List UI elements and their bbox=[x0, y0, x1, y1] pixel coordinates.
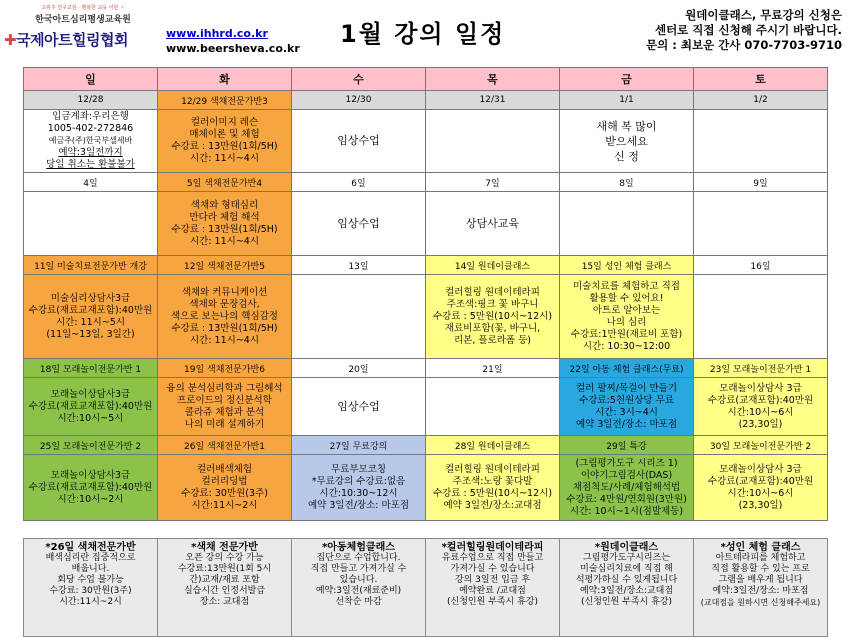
day-header: 일 bbox=[24, 68, 158, 91]
note-line: 배웁니다. bbox=[71, 564, 110, 574]
date-cell: 11일 미술치료전문가반 개강 bbox=[24, 256, 158, 275]
date-cell: 21일 bbox=[426, 359, 560, 378]
date-cell: 20일 bbox=[292, 359, 426, 378]
date-cell: 19일 색채전문가반6 bbox=[158, 359, 292, 378]
event-cell bbox=[560, 192, 694, 256]
content-row bbox=[24, 275, 828, 359]
note-line: 그램을 배우게 됩니다 bbox=[718, 575, 803, 585]
day-header: 화 bbox=[158, 68, 292, 91]
event-line: 융의 분석심리학과 그림해석 bbox=[166, 382, 283, 394]
note-line: 그림평가도구시리즈는 bbox=[583, 553, 670, 563]
event-line: 매체이론 및 체험 bbox=[189, 129, 260, 140]
date-cell: 29일 특강 bbox=[560, 436, 694, 455]
event-line: 시간: 10:30~12:00 bbox=[582, 340, 671, 352]
logo-mark-icon: ✚ bbox=[4, 31, 17, 49]
date-cell: 7일 bbox=[426, 173, 560, 192]
note-line: 장소: 교대점 bbox=[199, 597, 250, 607]
note-line: 배색심리란 집중적으로 bbox=[45, 553, 136, 563]
content-row bbox=[24, 192, 828, 256]
event-cell bbox=[426, 378, 560, 436]
note-line: 실습시간 인정서발급 bbox=[183, 586, 266, 596]
note-line: 회당 수업 불가능 bbox=[57, 575, 124, 585]
event-cell bbox=[694, 275, 828, 359]
logo-subtitle: 한국아트심리평생교육원 bbox=[35, 15, 131, 25]
note-cell bbox=[694, 539, 828, 637]
event-line: 컬러이미지 레슨 bbox=[190, 117, 259, 128]
event-line: 컬러힐링 원데이테라피 bbox=[445, 463, 540, 475]
date-row bbox=[24, 256, 828, 275]
event-line: (23,30일) bbox=[738, 499, 783, 511]
note-line: 가져가실 수 있습니다 bbox=[450, 564, 535, 574]
event-cell bbox=[24, 110, 158, 173]
event-cell bbox=[158, 378, 292, 436]
event-line: 주조색:핑크 꽃 바구니 bbox=[446, 298, 539, 310]
note-line: 아트테라피를 체험하고 bbox=[715, 553, 806, 563]
date-cell: 12/29 색채전문가반3 bbox=[158, 91, 292, 110]
note-line: 석평가하실 수 있게됩니다 bbox=[575, 575, 678, 585]
event-cell bbox=[292, 192, 426, 256]
date-cell: 12/28 bbox=[24, 91, 158, 110]
note-line: (교대점을 원하시면 신청해주세요) bbox=[700, 598, 821, 607]
event-cell bbox=[292, 110, 426, 173]
event-cell bbox=[292, 378, 426, 436]
event-line: 1005-402-272846 bbox=[47, 123, 134, 134]
note-line: 있습니다. bbox=[339, 575, 378, 585]
note-line: 강의 3일전 입금 후 bbox=[454, 575, 531, 585]
note-title: *26일 색채전문가반 bbox=[45, 542, 136, 553]
date-cell: 1/1 bbox=[560, 91, 694, 110]
note-line: 유료수업으로 직접 만들고 bbox=[441, 553, 544, 563]
event-line: 재료비포함(꽃, 바구니, bbox=[444, 322, 541, 334]
event-line: 아트로 알아보는 bbox=[592, 304, 661, 316]
event-line: 리본, 플로라폼 등) bbox=[453, 334, 531, 346]
note-line: 직접 활용할 수 있는 프로 bbox=[711, 564, 810, 574]
event-line: 임상수업 bbox=[337, 216, 380, 230]
event-line: 수강료 : 5만원(10시~12시) bbox=[432, 487, 553, 499]
event-line: 시간:11시~2시 bbox=[191, 499, 258, 511]
note-line: 수강료:13만원(1회 5시 bbox=[177, 564, 272, 574]
event-line: 프로이드의 정신분석학 bbox=[177, 394, 272, 406]
event-cell bbox=[292, 455, 426, 521]
day-header-row bbox=[24, 68, 828, 91]
event-line: 예약 3일전/장소: 마포점 bbox=[307, 499, 410, 511]
note-line: 선착순 마감 bbox=[335, 597, 382, 607]
event-line: 수강료(교재포함):40만원 bbox=[707, 394, 814, 406]
notice-line-1: 원데이클래스, 무료강의 신청은 bbox=[685, 8, 842, 22]
event-cell bbox=[24, 275, 158, 359]
event-cell bbox=[560, 110, 694, 173]
website-link-2[interactable]: www.beersheva.co.kr bbox=[166, 42, 300, 55]
event-line: 임상수업 bbox=[337, 399, 380, 413]
event-cell bbox=[426, 275, 560, 359]
event-cell bbox=[24, 455, 158, 521]
event-line: 이야기그림검사(DAS) bbox=[580, 469, 673, 481]
date-row bbox=[24, 91, 828, 110]
event-line: 수강료(재료교재포함):40만원 bbox=[28, 400, 153, 412]
date-cell: 26일 색채전문가반1 bbox=[158, 436, 292, 455]
event-line: 시간:10시~2시 bbox=[57, 493, 124, 505]
event-line: 모래놀이상담사3급 bbox=[50, 388, 131, 400]
event-line: 무료부모코칭 bbox=[330, 463, 387, 475]
event-cell bbox=[24, 192, 158, 256]
event-cell bbox=[426, 455, 560, 521]
event-line: (그림평가도구 시리즈 1) bbox=[575, 457, 678, 469]
note-line: 예약:3일전/장소: 마포점 bbox=[712, 586, 809, 596]
event-line: 나의 심리 bbox=[606, 316, 647, 328]
note-line: 간)교재/재료 포함 bbox=[189, 575, 260, 585]
event-line: 미술치료를 체험하고 직접 bbox=[573, 280, 680, 292]
event-cell bbox=[560, 455, 694, 521]
date-cell: 6일 bbox=[292, 173, 426, 192]
event-line: 채점척도/사례/체험해석법 bbox=[572, 481, 681, 493]
event-line: (11일~13일, 3일간) bbox=[46, 328, 135, 340]
note-cell bbox=[158, 539, 292, 637]
day-header: 수 bbox=[292, 68, 426, 91]
date-row bbox=[24, 173, 828, 192]
event-line: 받으세요 bbox=[605, 134, 648, 148]
note-line: 미술심리치료에 직접 해 bbox=[580, 564, 673, 574]
date-cell: 8일 bbox=[560, 173, 694, 192]
event-line: 만다라 체험 해석 bbox=[189, 211, 260, 223]
note-line: 직접 만들고 가져가실 수 bbox=[310, 564, 407, 574]
header bbox=[0, 0, 850, 62]
event-line: 예약 3일전/장소: 마포점 bbox=[575, 418, 678, 430]
logo-main bbox=[4, 29, 162, 50]
logo bbox=[4, 4, 162, 56]
event-line: 예약:3일전까지 bbox=[58, 147, 123, 158]
event-line: 수강료:1만원(재료비 포함) bbox=[570, 328, 683, 340]
event-line: 수강료(재료교재포함):40만원 bbox=[28, 481, 153, 493]
event-cell bbox=[694, 192, 828, 256]
event-cell bbox=[158, 275, 292, 359]
note-line: (신청인원 부족시 휴강) bbox=[581, 597, 672, 607]
notice-line-2: 센터로 직접 신청해 주시기 바랍니다. bbox=[654, 23, 842, 37]
event-line: 모래놀이상담사3급 bbox=[50, 469, 131, 481]
website-links bbox=[166, 26, 300, 56]
date-cell: 1/2 bbox=[694, 91, 828, 110]
event-line: 예금주(주)한국부셀세바 bbox=[48, 136, 133, 145]
event-line: 콜라쥬 체험과 분석 bbox=[184, 406, 265, 418]
schedule-table bbox=[23, 67, 828, 521]
date-cell: 18일 모래놀이전문가반 1 bbox=[24, 359, 158, 378]
event-line: 임상수업 bbox=[337, 134, 380, 147]
date-cell: 27일 무료강의 bbox=[292, 436, 426, 455]
note-line: 집단으로 수업합니다. bbox=[316, 553, 401, 563]
event-cell bbox=[694, 110, 828, 173]
event-line: 수강료 : 13만원(1회/5H) bbox=[171, 223, 278, 235]
event-cell bbox=[158, 455, 292, 521]
event-line: 시간:10시~5시 bbox=[57, 412, 124, 424]
event-line: 색채와 형태심리 bbox=[190, 199, 259, 211]
date-cell: 12일 색채전문가반5 bbox=[158, 256, 292, 275]
event-line: 당일 취소는 환불불가 bbox=[46, 159, 135, 170]
date-cell: 4일 bbox=[24, 173, 158, 192]
event-line: 색채와 커뮤니케이션 bbox=[181, 286, 268, 298]
event-cell bbox=[24, 378, 158, 436]
event-line: 신 정 bbox=[614, 149, 639, 163]
event-line: 나의 미래 설계하기 bbox=[184, 418, 265, 430]
event-line: 모래놀이상담사 3급 bbox=[719, 463, 802, 475]
note-title: *원데이클래스 bbox=[594, 542, 659, 553]
date-cell: 12/30 bbox=[292, 91, 426, 110]
date-cell: 25일 모래놀이전문가반 2 bbox=[24, 436, 158, 455]
event-line: 새해 복 많이 bbox=[596, 119, 657, 133]
notice bbox=[646, 8, 842, 53]
event-line: 수강료: 30만원(3주) bbox=[181, 487, 268, 499]
date-cell: 14일 원데이클래스 bbox=[426, 256, 560, 275]
event-line: 시간:10:30~12시 bbox=[319, 487, 398, 499]
note-cell bbox=[560, 539, 694, 637]
event-line: 수강료(재료교재포함):40만원 bbox=[28, 304, 153, 316]
note-cell bbox=[24, 539, 158, 637]
event-line: 수강료 : 5만원(10시~12시) bbox=[432, 310, 553, 322]
note-line: 시간:11시~2시 bbox=[59, 597, 122, 607]
date-cell: 28일 원데이클래스 bbox=[426, 436, 560, 455]
event-cell bbox=[426, 110, 560, 173]
date-cell: 12/31 bbox=[426, 91, 560, 110]
date-cell: 9일 bbox=[694, 173, 828, 192]
event-line: 색채와 문장검사, bbox=[189, 298, 260, 310]
note-title: *아동체험클래스 bbox=[322, 542, 395, 553]
event-line: 시간: 3시~4시 bbox=[595, 406, 658, 418]
event-cell bbox=[694, 455, 828, 521]
content-row bbox=[24, 455, 828, 521]
note-title: *색채 전문가반 bbox=[191, 542, 258, 553]
note-cell bbox=[292, 539, 426, 637]
date-row bbox=[24, 436, 828, 455]
note-line: 수강료: 30만원(3주) bbox=[49, 586, 132, 596]
logo-tagline: 고위주 연구교원 · 행복한 교육 이한 ㅅ bbox=[41, 5, 125, 11]
event-line: 수강료:5천원상당 무료 bbox=[579, 394, 674, 406]
event-line: 색으로 보는나의 핵심감정 bbox=[171, 310, 278, 322]
event-line: 수강료(교재포함):40만원 bbox=[707, 475, 814, 487]
date-cell: 16일 bbox=[694, 256, 828, 275]
date-cell: 13일 bbox=[292, 256, 426, 275]
content-row bbox=[24, 110, 828, 173]
note-title: *성인 체험 클래스 bbox=[720, 542, 801, 553]
notes-row bbox=[24, 539, 828, 637]
note-line: 오픈 강의 수강 가능 bbox=[185, 553, 264, 563]
page-title: 1월 강의 일정 bbox=[340, 20, 506, 48]
note-cell bbox=[426, 539, 560, 637]
event-line: 시간: 10시~1시(점발제등) bbox=[569, 505, 684, 517]
event-line: 시간:10시~6시 bbox=[727, 487, 794, 499]
event-line: 미술심리상담사3급 bbox=[50, 292, 131, 304]
event-line: 시간: 11시~4시 bbox=[189, 153, 260, 164]
event-cell bbox=[292, 275, 426, 359]
event-line: 컬러힐링 원데이테라피 bbox=[445, 286, 540, 298]
event-line: 주조색:노랑 꽃다발 bbox=[452, 475, 533, 487]
event-line: 모래놀이상담사 3급 bbox=[719, 382, 802, 394]
day-header: 토 bbox=[694, 68, 828, 91]
date-cell: 15일 성인 체험 클래스 bbox=[560, 256, 694, 275]
event-cell bbox=[694, 378, 828, 436]
date-cell: 30일 모래놀이전문가반 2 bbox=[694, 436, 828, 455]
event-cell bbox=[560, 275, 694, 359]
content-row bbox=[24, 378, 828, 436]
event-line: 컬러리딩법 bbox=[201, 475, 248, 487]
notice-line-3: 문의 : 최보운 간사 070-7703-9710 bbox=[646, 38, 842, 52]
event-line: 예약 3일전/장소:교대점 bbox=[443, 499, 542, 511]
event-line: 시간: 11시~4시 bbox=[189, 334, 260, 346]
date-cell: 5일 색채전문가반4 bbox=[158, 173, 292, 192]
event-line: 컬러 팔찌/목걸이 만들기 bbox=[575, 382, 677, 394]
note-line: 예약완료 /교대점 bbox=[459, 586, 526, 596]
event-cell bbox=[158, 110, 292, 173]
note-line: 예약:3일전/장소:교대점 bbox=[579, 586, 674, 596]
website-link-1[interactable]: www.ihhrd.co.kr bbox=[166, 27, 268, 40]
event-line: 수강료: 4만원/연회원(3만원) bbox=[566, 493, 687, 505]
logo-main-text: 국제아트힐링협회 bbox=[16, 31, 128, 49]
date-cell: 22일 아동 체험 클래스(무료) bbox=[560, 359, 694, 378]
event-line: 컬러배색체험 bbox=[196, 463, 253, 475]
event-line: 수강료 : 13만원(1회/5H) bbox=[171, 141, 278, 152]
day-header: 목 bbox=[426, 68, 560, 91]
note-line: (신청인원 부족시 휴강) bbox=[447, 597, 538, 607]
event-line: 수강료 : 13만원(1회/5H) bbox=[171, 322, 278, 334]
date-cell: 23일 모래놀이전문가반 1 bbox=[694, 359, 828, 378]
event-line: 입금계좌:우리은행 bbox=[52, 111, 129, 122]
note-line: 예약:3일전(재료준비) bbox=[315, 586, 402, 596]
event-line: *무료강의 수강료:없음 bbox=[311, 475, 406, 487]
note-title: *컬러힐링원데이테라피 bbox=[441, 542, 544, 553]
event-line: 시간: 11시~4시 bbox=[189, 235, 260, 247]
event-line: (23,30일) bbox=[738, 418, 783, 430]
event-line: 시간:10시~6시 bbox=[727, 406, 794, 418]
event-line: 상담사교육 bbox=[465, 216, 520, 230]
day-header: 금 bbox=[560, 68, 694, 91]
event-line: 시간: 11시~5시 bbox=[55, 316, 126, 328]
date-row bbox=[24, 359, 828, 378]
event-line: 활용할 수 있어요! bbox=[589, 292, 664, 304]
event-cell bbox=[560, 378, 694, 436]
event-cell bbox=[426, 192, 560, 256]
notes-table bbox=[23, 538, 828, 637]
event-cell bbox=[158, 192, 292, 256]
